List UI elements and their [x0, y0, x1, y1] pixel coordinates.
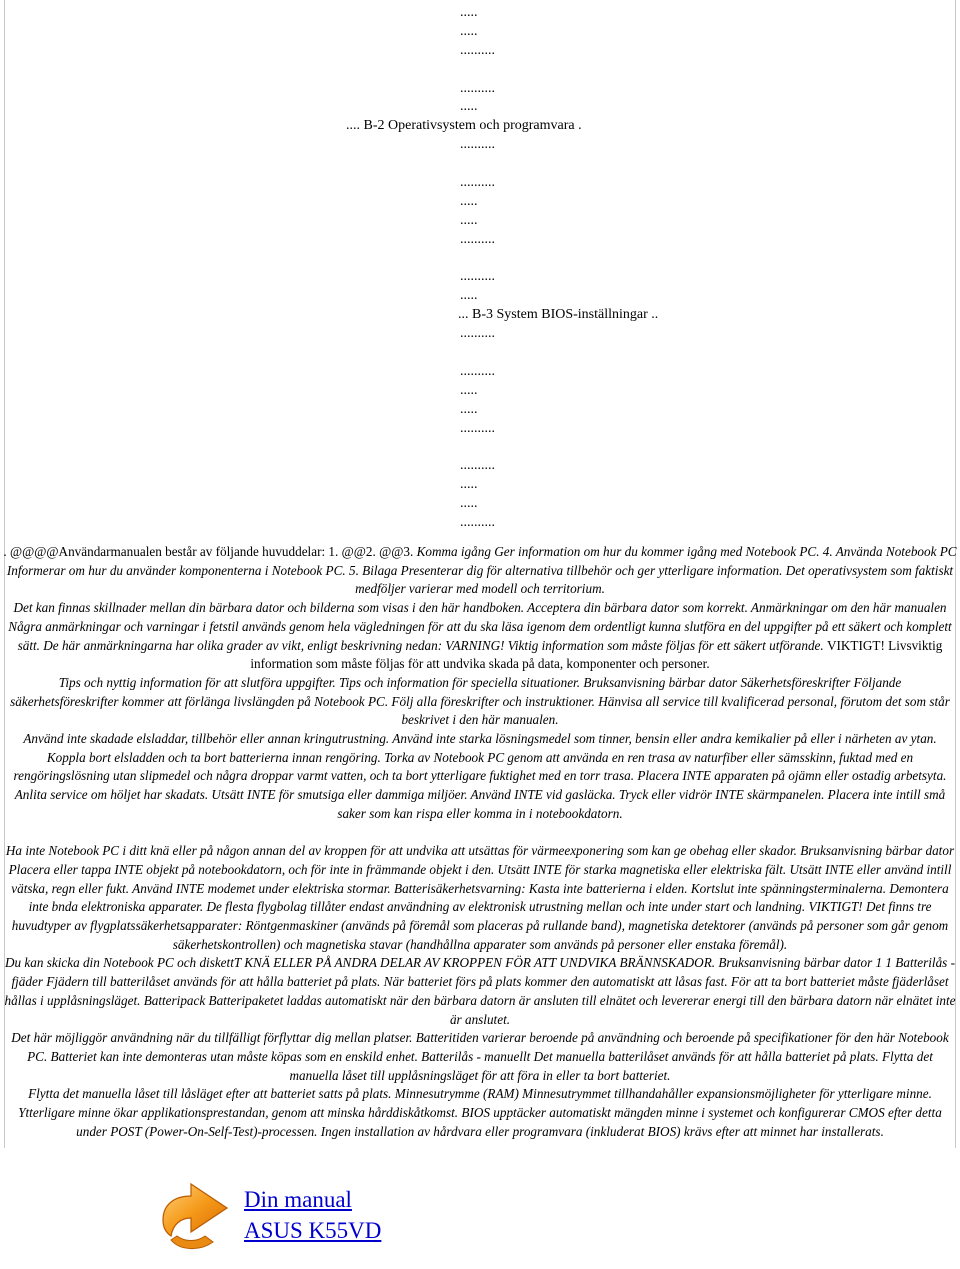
toc-line: ..... [460, 382, 478, 398]
toc-line: ..... [460, 401, 478, 417]
body-paragraph [3, 954, 957, 1029]
toc-line: ..... [460, 5, 478, 20]
toc-line [0, 344, 960, 363]
text-run: Komma igång Ger information om hur du kommer igång med Notebook PC. 4. Använda Notebook PC Informerar om hur du använder komponenterna i Notebook PC. 5. Bilaga Presenterar dig för alternativa tillbehör och ger ytterligare information. Det operativsystem som faktiskt medföljer varierar med modell och territorium. [6, 544, 957, 597]
toc-line: ... B-3 System BIOS-inställningar .. [458, 307, 659, 323]
text-run: Det här möjliggör användning när du tillfälligt förflyttar dig mellan platser. Batteritiden varierar beroende på användning och beroende på specifikationer för den här Notebook PC. Batteriet kan inte demonteras utan måste köpas som en enskild enhet. Batterilås - manuellt Det manuella batterilåset används för att hålla batteriet på plats. Flytta det manuella låset till upplåsningsläget för att föra in eller ta bort batteriet. [11, 1030, 949, 1083]
text-run: Du kan skicka din Notebook PC och diskettT KNÄ ELLER PÅ ANDRA DELAR AV KROPPEN FÖR ATT UNDVIKA BRÄNNSKADOR. Bruksanvisning bärbar dator 1 1 Batterilås - fjäder Fjädern till batterilåset används för att hålla batteriet på plats. När batteriet förs på plats kommer den automatiskt att låsas fast. För att ta bort batteriet måste fjäderlåset hållas i upplåsningsläget. Batteripack Batteripaketet laddas automatiskt när den bärbara datorn är ansluten till elnätet och levererar energi till den bärbara datorn när elnätet inte är anslutet. [4, 955, 956, 1027]
toc-line [0, 250, 960, 269]
toc-line: .......... [460, 326, 495, 342]
orange-arrow-logo-icon [157, 1180, 231, 1254]
body-paragraph [3, 842, 957, 954]
text-run: . @@@@Användarmanualen består av följande huvuddelar: 1. @@2. @@3. [3, 544, 417, 559]
toc-line: .......... [460, 175, 495, 191]
toc-line: ..... [460, 477, 478, 493]
body-paragraph [3, 730, 957, 824]
text-run: Det kan finnas skillnader mellan din bärbara dator och bilderna som visas i den här handboken. Acceptera din bärbara dator som korrekt. Anmärkningar om den här manualen Några anmärkningar och varningar i fetstil används genom hela vägledningen för att du ska läsa igenom dem ordentligt kunna slutföra en del uppgifter på ett säkert och komplett sätt. De här anmärkningarna har olika grader av vikt, enligt beskrivning nedan: VARNING! Viktig information som måste följas för ett säkert utförande. [8, 600, 952, 653]
toc-line [0, 155, 960, 174]
table-of-contents [0, 4, 960, 533]
toc-line: .......... [460, 515, 495, 531]
toc-line: .......... [460, 458, 495, 474]
manual-link-line1: Din manual [244, 1187, 352, 1212]
text-run: VIKTIGT! Livsviktig information som måste följas för att undvika skada på data, komponenter och personer. [250, 637, 943, 672]
toc-line: .... B-2 Operativsystem och programvara . [346, 118, 582, 134]
body-paragraph [3, 1029, 957, 1085]
toc-line: .......... [460, 137, 495, 153]
toc-line: ..... [460, 193, 478, 209]
body-paragraph [3, 543, 957, 599]
toc-line: .......... [460, 269, 495, 285]
toc-line: ..... [460, 496, 478, 512]
text-run: Tips och nyttig information för att slutföra uppgifter. Tips och information för speciella situationer. Bruksanvisning bärbar dator Säkerhetsföreskrifter Följande säkerhetsföreskrifter kommer att förlänga livslängden på Notebook PC. Följ alla föreskrifter och instruktioner. Hänvisa all service till kvalificerad personal, förutom det som står beskrivet i den här manualen. [10, 674, 950, 728]
manual-download-link[interactable] [244, 1184, 381, 1246]
body-paragraph [3, 674, 957, 730]
toc-line: ..... [460, 99, 478, 115]
toc-line: ..... [460, 212, 478, 228]
body-paragraph [3, 599, 957, 674]
toc-line: .......... [460, 420, 495, 436]
manual-body-text [3, 543, 957, 1141]
text-run: Använd inte skadade elsladdar, tillbehör eller annan kringutrustning. Använd inte starka lösningsmedel som tinner, bensin eller andra kemikalier på eller i närheten av ytan. Koppla bort elsladden och ta bort batterierna innan rengöring. Torka av Notebook PC genom att använda en ren trasa av naturfiber eller sämsskinn, fuktad med en rengöringslösning utan slipmedel och några droppar varmt vatten, och ta bort ytterligare fuktighet med en torr trasa. Placera INTE apparaten på ojämn eller ostadig arbetsyta. Anlita service om höljet har skadats. Utsätt INTE för smutsiga eller dammiga miljöer. Använd INTE vid gasläcka. Tryck eller vidrör INTE skärmpanelen. Placera inte intill små saker som kan rispa eller komma in i notebookdatorn. [13, 731, 947, 821]
toc-line: .......... [460, 80, 495, 96]
toc-line: .......... [460, 42, 495, 58]
toc-line: .......... [460, 363, 495, 379]
toc-line [0, 61, 960, 80]
paragraph-gap [3, 824, 957, 843]
toc-line [0, 438, 960, 457]
text-run: Ha inte Notebook PC i ditt knä eller på någon annan del av kroppen för att undvika att utsättas för värmeexponering som kan ge obehag eller skador. Bruksanvisning bärbar dator Placera eller tappa INTE objekt på notebookdatorn, och för inte in främmande objekt i den. Utsätt INTE för starka magnetiska eller elektriska fält. Utsätt INTE eller använd intill vätska, regn eller fukt. Använd INTE modemet under elektriska stormar. Batterisäkerhetsvarning: Kasta inte batterierna i elden. Kortslut inte spänningsterminalerna. Demontera inte bnda elektroniska apparater. De flesta flygbolag tillåter endast användning av elektronisk utrustning mellan och inte under start och landning. VIKTIGT! Det finns tre huvudtyper av flygplatssäkerhetsapparater: Röntgenmaskiner (används på föremål som placeras på rullande band), magnetiska detektorer (används på personer som går genom säkerhetskontrollen) och magnetiska stavar (handhållna apparater som används på personer eller enstaka föremål). [5, 843, 955, 952]
body-paragraph [3, 1085, 957, 1141]
toc-line: .......... [460, 231, 495, 247]
text-run: Flytta det manuella låset till låsläget efter att batteriet satts på plats. Minnesutrymme (RAM) Minnesutrymmet tillhandahåller expansionsmöjligheter för ytterligare minne. Ytterligare minne ökar applikationsprestandan, genom att minska hårddiskåtkomst. BIOS upptäcker automatiskt mängden minne i systemet och konfigurerar CMOS efter detta under POST (Power-On-Self-Test)-processen. Ingen installation av hårdvara eller programvara (inkluderat BIOS) krävs efter att minnet har installerats. [18, 1086, 942, 1139]
toc-line: ..... [460, 288, 478, 304]
toc-line: ..... [460, 23, 478, 39]
manual-link-line2: ASUS K55VD [244, 1218, 382, 1243]
